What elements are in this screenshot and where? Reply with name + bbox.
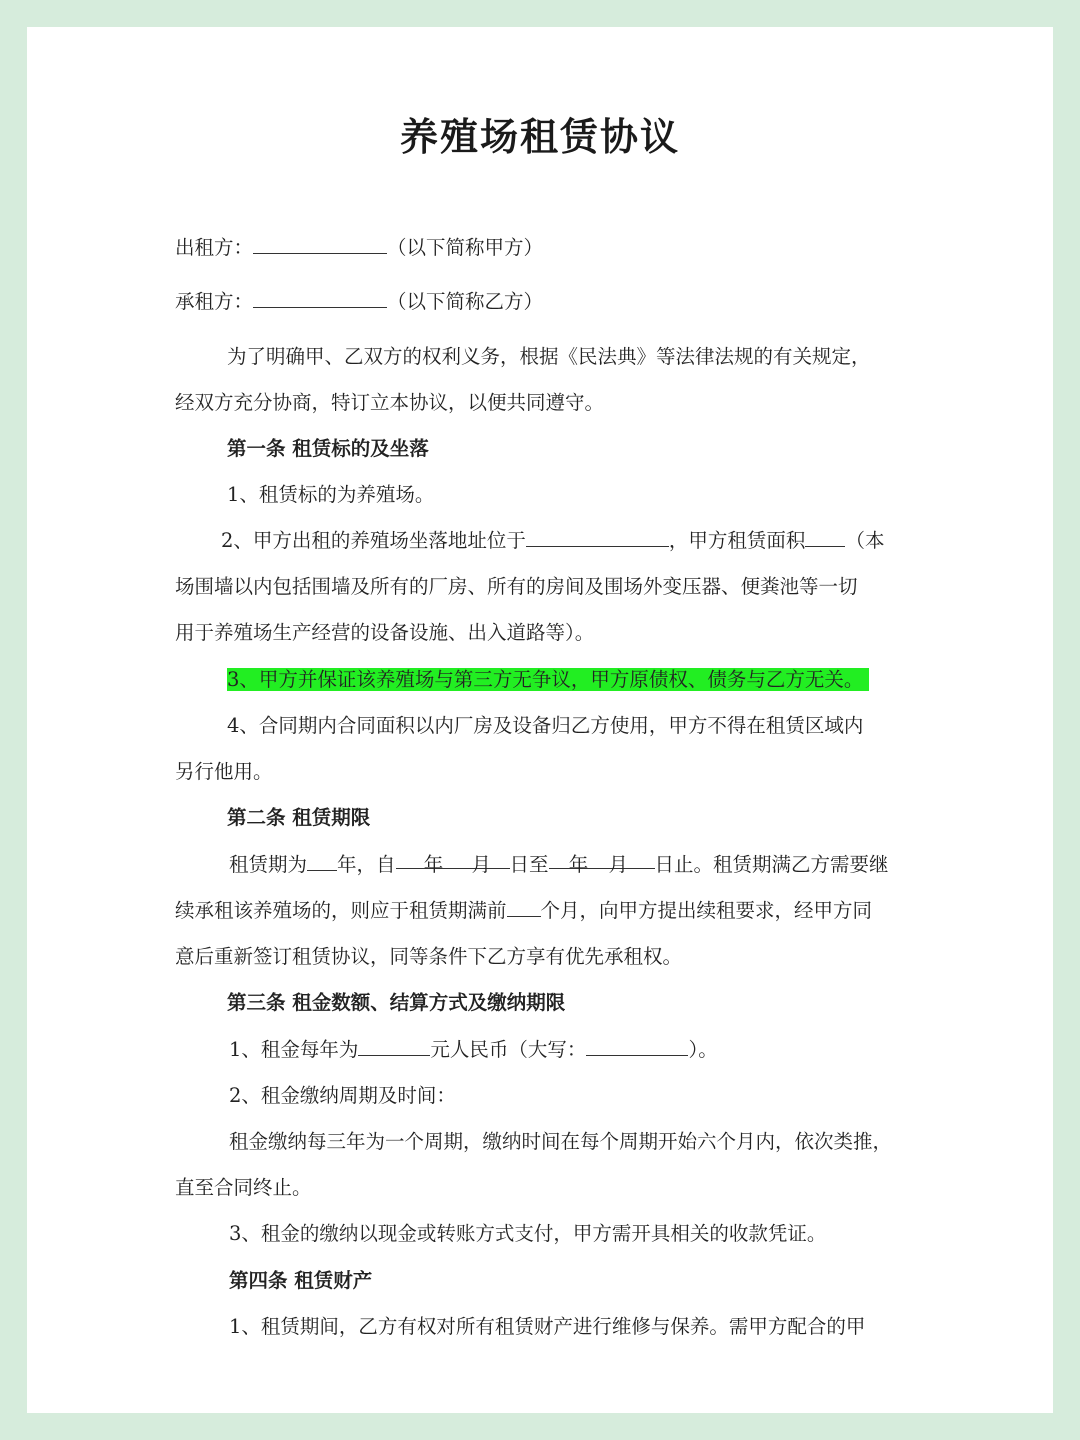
lessee-blank[interactable]	[253, 281, 387, 308]
lessee-label: 承租方：	[175, 290, 254, 313]
day-to-label: 日至	[509, 853, 549, 876]
article1-item2-b: ，甲方租赁面积	[668, 529, 806, 552]
renewal-months-blank[interactable]	[507, 890, 541, 917]
article1-item1: 1、租赁标的为养殖场。	[227, 483, 435, 506]
article2-p1-line1	[229, 842, 889, 888]
renewal-text-b: 个月，向甲方提出续租要求，经甲方同	[540, 899, 873, 922]
article3-item2-p-line2: 直至合同终止。	[175, 1176, 312, 1199]
rent-label: 1、租金每年为	[229, 1038, 359, 1061]
lessor-line	[175, 225, 543, 271]
end-year-label: 年	[568, 853, 589, 876]
intro-line-1: 为了明确甲、乙双方的权利义务，根据《民法典》等法律法规的有关规定，	[227, 345, 871, 368]
article2-p1-line3: 意后重新签订租赁协议，同等条件下乙方享有优先承租权。	[175, 945, 683, 968]
term-years-blank[interactable]	[307, 844, 337, 871]
start-year-blank[interactable]	[396, 842, 472, 876]
article1-item4-line1: 4、合同期内合同面积以内厂房及设备归乙方使用，甲方不得在租赁区域内	[227, 714, 864, 737]
year-label: 年	[423, 853, 444, 876]
rent-close: ）。	[688, 1038, 718, 1061]
article4-item1: 1、租赁期间，乙方有权对所有租赁财产进行维修与保养。需甲方配合的甲	[229, 1315, 866, 1338]
article4-heading: 第四条 租赁财产	[229, 1269, 373, 1292]
term-label: 租赁期为	[229, 853, 308, 876]
term-end-text: 日止。租赁期满乙方需要继	[654, 853, 889, 876]
article2-p1-line2	[175, 888, 872, 934]
lessee-line	[175, 279, 543, 325]
article3-item2-p-line1: 租金缴纳每三年为一个周期，缴纳时间在每个周期开始六个月内，依次类推，	[229, 1130, 893, 1153]
article1-heading: 第一条 租赁标的及坐落	[227, 437, 429, 460]
highlighted-clause: 3、甲方并保证该养殖场与第三方无争议，甲方原债权、债务与乙方无关。	[227, 668, 869, 691]
end-year-blank[interactable]	[549, 842, 609, 876]
renewal-text-a: 续承租该养殖场的，则应于租赁期满前	[175, 899, 507, 922]
article3-item2: 2、租金缴纳周期及时间：	[229, 1084, 456, 1107]
intro-line-2: 经双方充分协商，特订立本协议，以便共同遵守。	[175, 391, 605, 414]
start-month-blank[interactable]	[471, 842, 510, 876]
address-blank[interactable]	[526, 520, 669, 547]
lessee-note: （以下简称乙方）	[387, 290, 544, 313]
rent-capital-label: 元人民币（大写：	[430, 1038, 587, 1061]
end-month-blank[interactable]	[608, 842, 655, 876]
end-month-label: 月	[608, 853, 629, 876]
rent-amount-blank[interactable]	[358, 1029, 430, 1056]
article1-item4-line2: 另行他用。	[175, 760, 273, 783]
article2-heading: 第二条 租赁期限	[227, 806, 371, 829]
lessor-note: （以下简称甲方）	[387, 236, 544, 259]
article1-item2-line3: 用于养殖场生产经营的设备设施、出入道路等）。	[175, 621, 595, 644]
article3-item3: 3、租金的缴纳以现金或转账方式支付，甲方需开具相关的收款凭证。	[229, 1222, 827, 1245]
area-blank[interactable]	[805, 520, 845, 547]
lessor-blank[interactable]	[253, 227, 387, 254]
document-title: 养殖场租赁协议	[399, 114, 680, 159]
rent-capital-blank[interactable]	[586, 1029, 688, 1056]
article1-item2-c: （本	[845, 529, 885, 552]
article1-item2-line1	[221, 518, 884, 564]
article3-item1	[229, 1027, 718, 1073]
lessor-label: 出租方：	[175, 236, 254, 259]
article3-heading: 第三条 租金数额、结算方式及缴纳期限	[227, 991, 566, 1014]
article1-item2-a: 2、甲方出租的养殖场坐落地址位于	[221, 529, 526, 552]
document-page	[27, 27, 1053, 1413]
term-from-label: 年，自	[337, 853, 396, 876]
month-label: 月	[471, 853, 492, 876]
article1-item2-line2: 场围墙以内包括围墙及所有的厂房、所有的房间及围场外变压器、便粪池等一切	[175, 575, 858, 598]
article1-item3	[227, 657, 869, 703]
